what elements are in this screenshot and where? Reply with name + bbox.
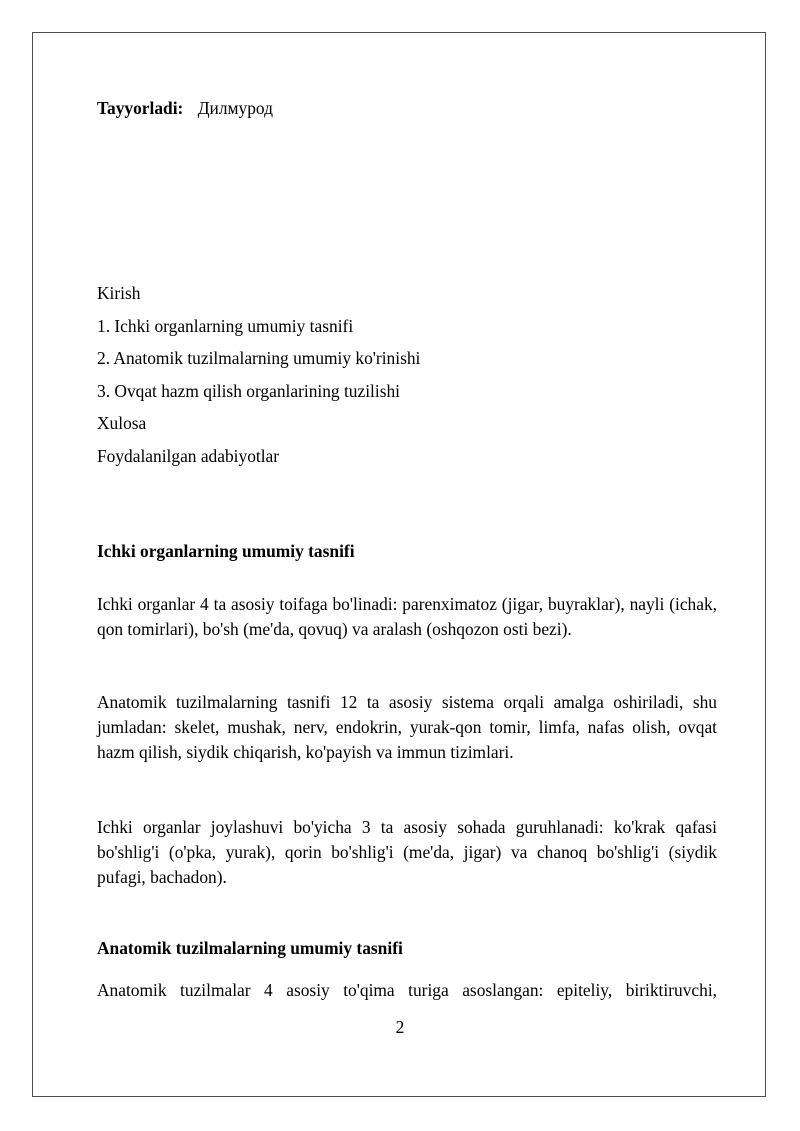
toc-item: Foydalanilgan adabiyotlar bbox=[97, 445, 280, 466]
page-number: 2 bbox=[395, 1017, 405, 1037]
toc-item: Xulosa bbox=[97, 413, 147, 433]
prepared-by-label: Tayyorladi: bbox=[97, 98, 184, 118]
paragraph: Anatomik tuzilmalar 4 asosiy to'qima turiga asoslangan: epiteliy, biriktiruvchi, bbox=[97, 980, 717, 1000]
section-heading: Ichki organlarning umumiy tasnifi bbox=[97, 541, 355, 561]
paragraph: Ichki organlar joylashuvi bo'yicha 3 ta asosiy sohada guruhlanadi: ko'krak qafasi bo'shlig'i (o'pka, yurak), qorin bo'shlig'i (me'da, jigar) va chanoq bo'shlig'i (siydik pufagi, bachadon). bbox=[97, 817, 717, 887]
table-of-contents bbox=[97, 281, 420, 476]
paragraph: Ichki organlar 4 ta asosiy toifaga bo'linadi: parenximatoz (jigar, buyraklar), nayli (ichak, qon tomirlari), bo'sh (me'da, qovuq) va aralash (oshqozon osti bezi). bbox=[97, 594, 717, 639]
paragraph: Anatomik tuzilmalarning tasnifi 12 ta asosiy sistema orqali amalga oshiriladi, shu jumladan: skelet, mushak, nerv, endokrin, yurak-qon tomir, limfa, nafas olish, ovqat hazm qilish, siydik chiqarish, ko'payish va immun tizimlari. bbox=[97, 692, 717, 762]
author-name: Дилмурод bbox=[197, 98, 273, 118]
section-heading: Anatomik tuzilmalarning umumiy tasnifi bbox=[97, 938, 403, 958]
toc-item: Kirish bbox=[97, 283, 141, 303]
prepared-by bbox=[97, 96, 273, 121]
toc-item: 3. Ovqat hazm qilish organlarining tuzilishi bbox=[97, 380, 401, 401]
toc-item: 1. Ichki organlarning umumiy tasnifi bbox=[97, 315, 354, 336]
toc-item: 2. Anatomik tuzilmalarning umumiy ko'rinishi bbox=[97, 348, 421, 368]
